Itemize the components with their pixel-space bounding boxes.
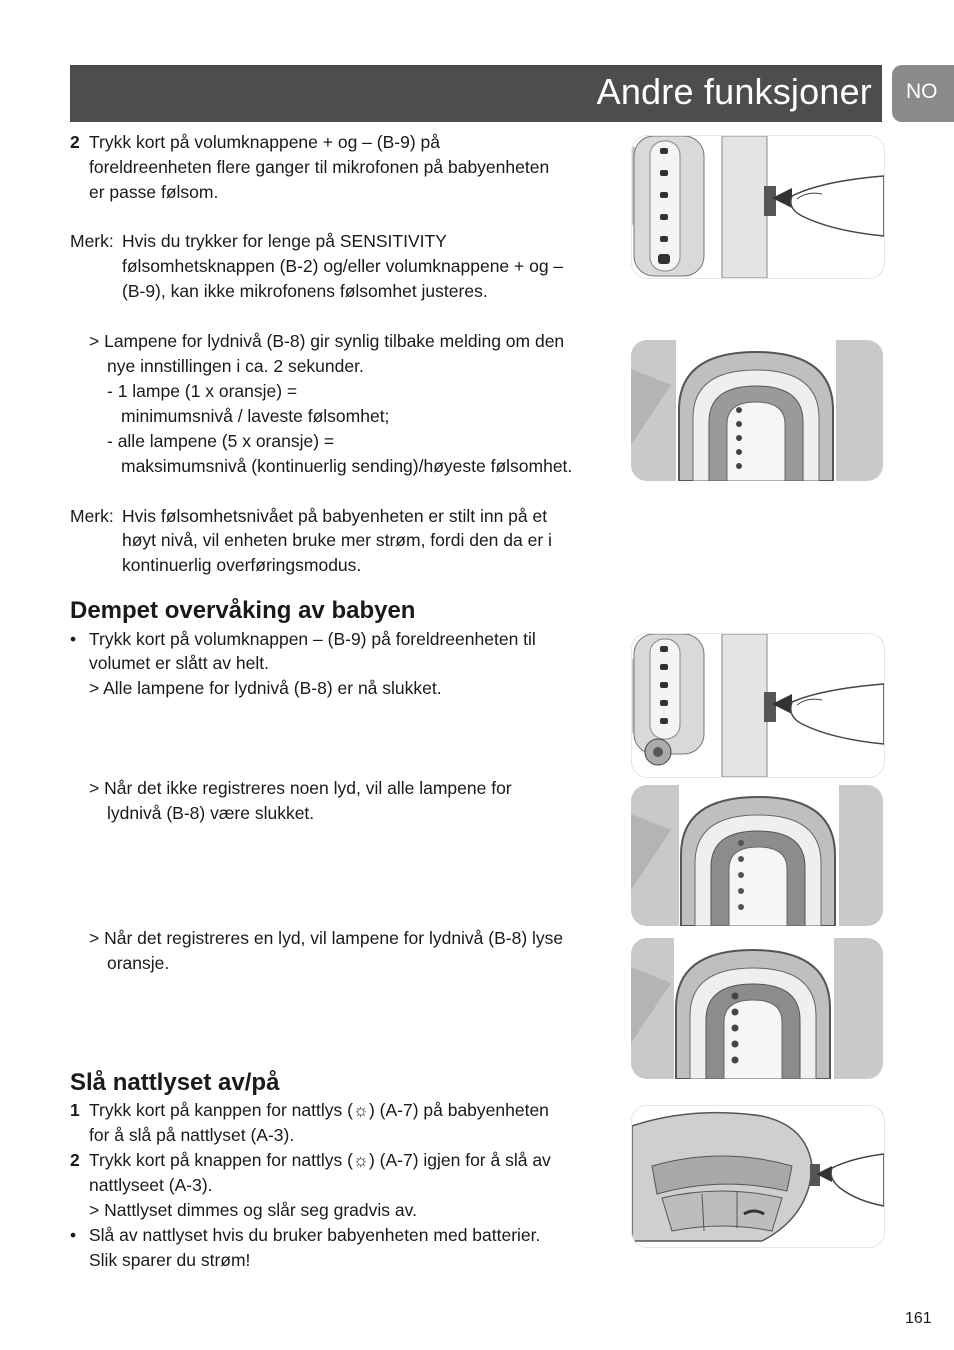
result-text-line: > Når det registreres en lyd, vil lampene for lydnivå (B-8) lyse: [89, 928, 564, 948]
result-text-line: oransje.: [107, 953, 170, 973]
note-text-line: Hvis følsomhetsnivået på babyenheten er stilt inn på et: [122, 506, 548, 526]
bullet-marker: •: [70, 1225, 77, 1245]
note-text-line: høyt nivå, vil enheten bruke mer strøm, fordi den da er i: [122, 530, 552, 550]
step-number: 2: [70, 132, 80, 152]
page-header-bar: [70, 65, 882, 122]
result-text-line: > Når det ikke registreres noen lyd, vil alle lampene for: [89, 778, 512, 798]
language-tab: [892, 65, 954, 122]
note-text-line: (B-9), kan ikke mikrofonens følsomhet justeres.: [122, 281, 488, 301]
step-number: 1: [70, 1100, 80, 1120]
result-text-line: maksimumsnivå (kontinuerlig sending)/høyeste følsomhet.: [121, 456, 573, 476]
baby-unit-nightlight-button-press-illustration: [631, 1105, 885, 1248]
language-tab-label: NO: [906, 80, 938, 103]
result-text-line: - alle lampene (5 x oransje) =: [107, 431, 335, 451]
note-label: Merk:: [70, 506, 114, 526]
result-text-line: minimumsnivå / laveste følsomhet;: [121, 406, 390, 426]
section-heading: Dempet overvåking av babyen: [70, 597, 416, 624]
bullet-text-line: Trykk kort på volumknappen – (B-9) på foreldreenheten til: [89, 629, 536, 649]
page-number: 161: [905, 1310, 932, 1327]
parent-unit-volume-button-press-illustration: [631, 633, 885, 778]
step-number: 2: [70, 1150, 80, 1170]
section-heading: Slå nattlyset av/på: [70, 1069, 280, 1096]
sound-level-lamps-on-illustration: [631, 938, 883, 1079]
sound-level-lamps-off-illustration: [631, 785, 883, 926]
step-text-line: Trykk kort på kanppen for nattlys (☼) (A-7) på babyenheten: [89, 1100, 549, 1120]
note-text-line: kontinuerlig overføringsmodus.: [122, 555, 362, 575]
step-text-line: Trykk kort på knappen for nattlys (☼) (A-7) igjen for å slå av: [89, 1150, 551, 1170]
step-text-line: Trykk kort på volumknappene + og – (B-9) på: [89, 132, 440, 152]
result-text-line: > Alle lampene for lydnivå (B-8) er nå slukket.: [89, 678, 442, 698]
bullet-text-line: volumet er slått av helt.: [89, 653, 269, 673]
note-text-line: Hvis du trykker for lenge på SENSITIVITY: [122, 231, 447, 251]
sound-level-lamps-illustration: [631, 340, 883, 481]
result-text-line: - 1 lampe (1 x oransje) =: [107, 381, 298, 401]
parent-unit-volume-button-press-illustration: [631, 135, 885, 279]
result-text-line: nye innstillingen i ca. 2 sekunder.: [107, 356, 364, 376]
result-text-line: > Lampene for lydnivå (B-8) gir synlig tilbake melding om den: [89, 331, 565, 351]
result-text-line: > Nattlyset dimmes og slår seg gradvis av.: [89, 1200, 417, 1220]
step-text-line: er passe følsom.: [89, 182, 219, 202]
note-text-line: følsomhetsknappen (B-2) og/eller volumknappene + og –: [122, 256, 564, 276]
result-text-line: lydnivå (B-8) være slukket.: [107, 803, 315, 823]
step-text-line: foreldreenheten flere ganger til mikrofonen på babyenheten: [89, 157, 550, 177]
bullet-text-line: Slik sparer du strøm!: [89, 1250, 251, 1270]
note-label: Merk:: [70, 231, 114, 251]
bullet-marker: •: [70, 629, 77, 649]
page-title: Andre funksjoner: [596, 71, 872, 112]
step-text-line: nattlyseet (A-3).: [89, 1175, 213, 1195]
step-text-line: for å slå på nattlyset (A-3).: [89, 1125, 295, 1145]
bullet-text-line: Slå av nattlyset hvis du bruker babyenheten med batterier.: [89, 1225, 541, 1245]
